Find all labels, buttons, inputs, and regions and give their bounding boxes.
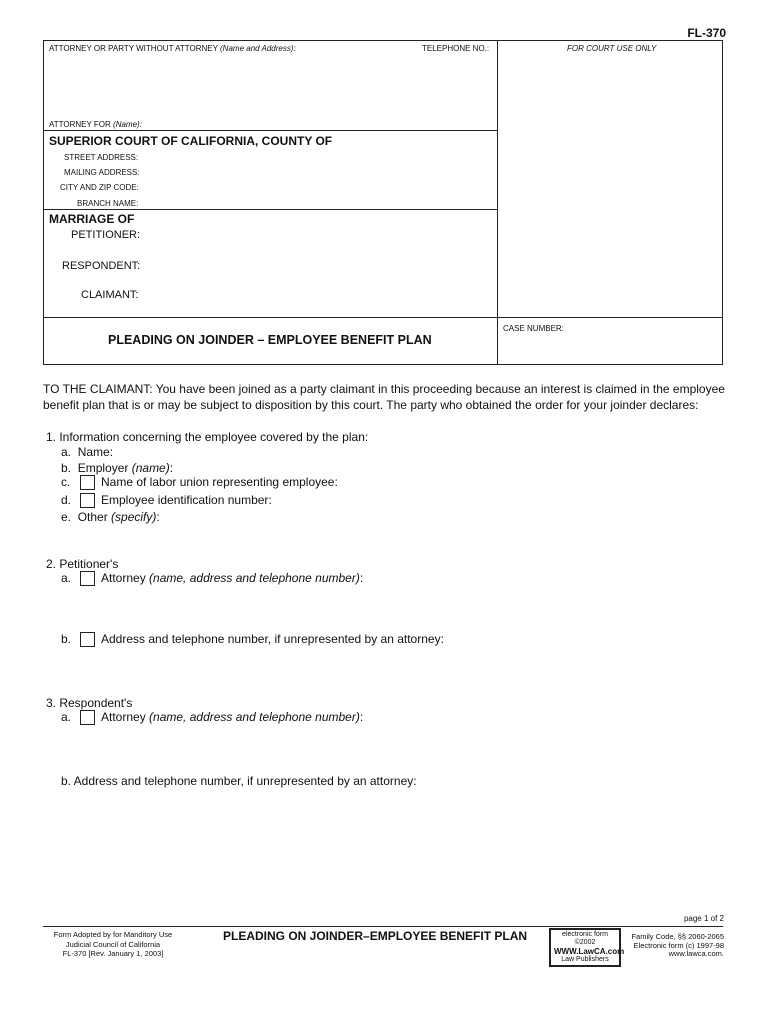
checkbox-2b[interactable] bbox=[80, 632, 95, 647]
checkbox-1d[interactable] bbox=[80, 493, 95, 508]
intro-paragraph: TO THE CLAIMANT: You have been joined as a party claimant in this proceeding because an interest is claimed in the employee benefit plan that is or may be subject to disposition by this court. The party who obtained the order for your joinder declares: bbox=[43, 382, 725, 412]
lawca-badge: electronic form ©2002 WWW.LawCA.com Law Publishers bbox=[549, 928, 621, 967]
street-address-label: STREET ADDRESS: bbox=[64, 153, 139, 162]
respondent-label: RESPONDENT: bbox=[62, 260, 141, 272]
checkbox-2a[interactable] bbox=[80, 571, 95, 586]
petitioner-label: PETITIONER: bbox=[71, 229, 141, 241]
section-1-heading: 1. Information concerning the employee covered by the plan: bbox=[46, 430, 369, 444]
item-1d: d. Employee identification number: bbox=[61, 493, 272, 507]
divider bbox=[44, 130, 497, 131]
adoption-note: Form Adopted by for Manditory Use Judicial Council of California FL-370 [Rev. January 1, 2003] bbox=[53, 930, 173, 958]
item-2a: a. Attorney (name, address and telephone number): bbox=[61, 571, 364, 585]
city-zip-label: CITY AND ZIP CODE: bbox=[60, 183, 139, 192]
form-number: FL-370 bbox=[687, 26, 726, 40]
divider bbox=[44, 317, 722, 318]
attorney-name-field[interactable] bbox=[49, 57, 489, 117]
court-title: SUPERIOR COURT OF CALIFORNIA, COUNTY OF bbox=[49, 134, 333, 148]
section-3-heading: 3. Respondent's bbox=[46, 696, 133, 710]
item-1c: c. Name of labor union representing employee: bbox=[61, 475, 338, 489]
item-1b: b. Employer (name): bbox=[61, 461, 174, 475]
checkbox-1c[interactable] bbox=[80, 475, 95, 490]
marriage-of-label: MARRIAGE OF bbox=[49, 212, 135, 226]
claimant-label: CLAIMANT: bbox=[81, 289, 139, 301]
item-1a: a. Name: bbox=[61, 445, 114, 459]
divider-vertical bbox=[497, 41, 498, 364]
code-reference: Family Code, §§ 2060-2065 Electronic form (c) 1997-98 www.lawca.com. bbox=[631, 932, 724, 958]
attorney-for-label: ATTORNEY FOR (Name): bbox=[49, 120, 142, 129]
item-3b: b. Address and telephone number, if unrepresented by an attorney: bbox=[61, 774, 417, 788]
case-number-field[interactable] bbox=[503, 335, 717, 359]
telephone-label: TELEPHONE NO.: bbox=[422, 44, 490, 53]
item-3a: a. Attorney (name, address and telephone number): bbox=[61, 710, 364, 724]
divider bbox=[44, 209, 497, 210]
section-2-heading: 2. Petitioner's bbox=[46, 557, 119, 571]
item-1e: e. Other (specify): bbox=[61, 510, 160, 524]
footer-title: PLEADING ON JOINDER–EMPLOYEE BENEFIT PLAN bbox=[223, 929, 528, 943]
form-title: PLEADING ON JOINDER – EMPLOYEE BENEFIT PLAN bbox=[108, 333, 432, 347]
attorney-label: ATTORNEY OR PARTY WITHOUT ATTORNEY (Name and Address): bbox=[49, 44, 296, 53]
case-number-label: CASE NUMBER: bbox=[503, 324, 564, 333]
checkbox-3a[interactable] bbox=[80, 710, 95, 725]
mailing-address-label: MAILING ADDRESS: bbox=[64, 168, 140, 177]
branch-name-label: BRANCH NAME: bbox=[77, 199, 139, 208]
footer-rule bbox=[43, 926, 723, 927]
caption-box bbox=[43, 40, 723, 365]
item-2b: b. Address and telephone number, if unrepresented by an attorney: bbox=[61, 632, 444, 646]
court-use-label: FOR COURT USE ONLY bbox=[567, 44, 657, 53]
page-indicator: page 1 of 2 bbox=[683, 914, 724, 923]
